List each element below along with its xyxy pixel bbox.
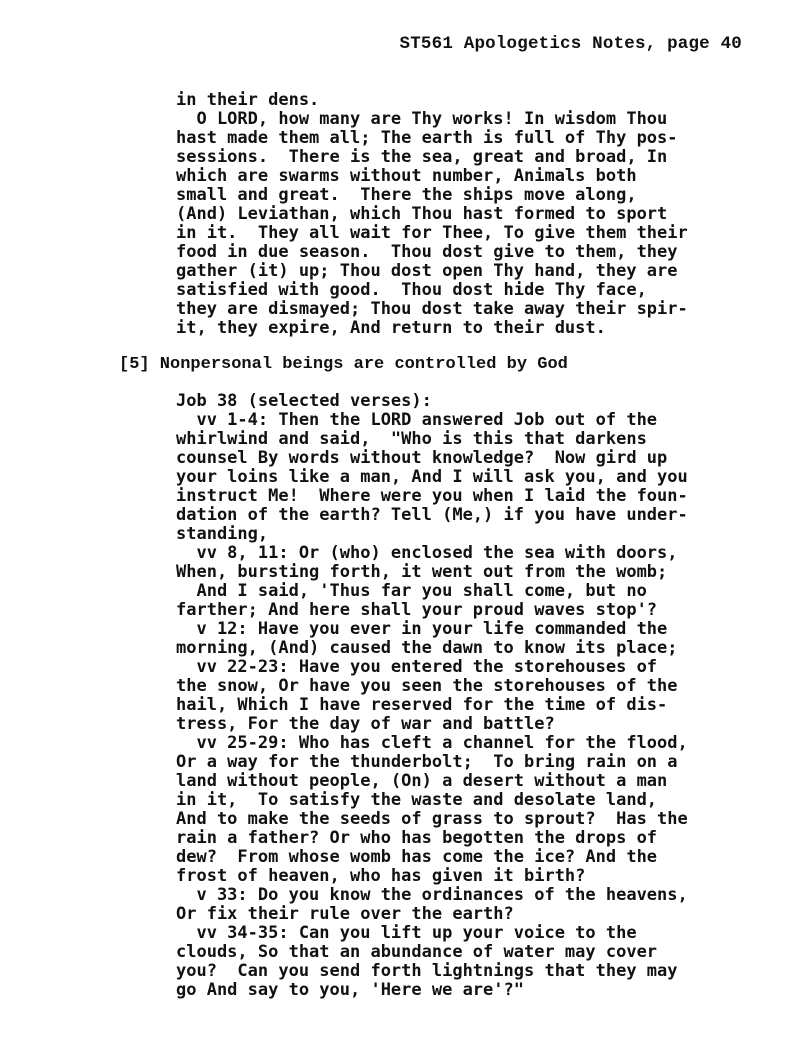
text-line: whirlwind and said, "Who is this that darkens bbox=[176, 429, 647, 449]
text-line: hast made them all; The earth is full of Thy pos- bbox=[176, 128, 678, 148]
text-line: dew? From whose womb has come the ice? And the bbox=[176, 847, 658, 867]
text-line: in it, To satisfy the waste and desolate land, bbox=[176, 790, 658, 810]
text-line: When, bursting forth, it went out from the womb; bbox=[176, 562, 668, 582]
text-line: vv 25-29: Who has cleft a channel for the flood, bbox=[176, 733, 688, 753]
page-header: ST561 Apologetics Notes, page 40 bbox=[399, 34, 742, 54]
text-line: the snow, Or have you seen the storehouses of the bbox=[176, 676, 678, 696]
text-line: And I said, 'Thus far you shall come, but no bbox=[176, 581, 647, 601]
text-line: frost of heaven, who has given it birth? bbox=[176, 866, 586, 886]
text-line: counsel By words without knowledge? Now gird up bbox=[176, 448, 668, 468]
psalm-continuation-block bbox=[176, 91, 688, 338]
text-line: sessions. There is the sea, great and broad, In bbox=[176, 147, 668, 167]
text-line: dation of the earth? Tell (Me,) if you have under- bbox=[176, 505, 688, 525]
text-line: Or a way for the thunderbolt; To bring rain on a bbox=[176, 752, 678, 772]
section-heading: [5] Nonpersonal beings are controlled by God bbox=[119, 355, 568, 374]
text-line: rain a father? Or who has begotten the drops of bbox=[176, 828, 658, 848]
text-line: clouds, So that an abundance of water may cover bbox=[176, 942, 658, 962]
text-line: And to make the seeds of grass to sprout? Has the bbox=[176, 809, 688, 829]
job-passage-block bbox=[176, 392, 688, 1000]
text-line: your loins like a man, And I will ask you, and you bbox=[176, 467, 688, 487]
text-line: you? Can you send forth lightnings that they may bbox=[176, 961, 678, 981]
text-line: standing, bbox=[176, 524, 269, 544]
text-line: in it. They all wait for Thee, To give them their bbox=[176, 223, 688, 243]
text-line: vv 8, 11: Or (who) enclosed the sea with doors, bbox=[176, 543, 678, 563]
text-line: instruct Me! Where were you when I laid the foun- bbox=[176, 486, 688, 506]
text-line: O LORD, how many are Thy works! In wisdom Thou bbox=[176, 109, 668, 129]
text-line: gather (it) up; Thou dost open Thy hand, they are bbox=[176, 261, 678, 281]
text-line: tress, For the day of war and battle? bbox=[176, 714, 555, 734]
text-line: go And say to you, 'Here we are'?" bbox=[176, 980, 524, 1000]
text-line: (And) Leviathan, which Thou hast formed to sport bbox=[176, 204, 668, 224]
text-line: it, they expire, And return to their dust. bbox=[176, 318, 606, 338]
text-line: in their dens. bbox=[176, 90, 320, 110]
text-line: food in due season. Thou dost give to them, they bbox=[176, 242, 678, 262]
text-line: Job 38 (selected verses): bbox=[176, 391, 432, 411]
text-line: vv 22-23: Have you entered the storehouses of bbox=[176, 657, 658, 677]
text-line: Or fix their rule over the earth? bbox=[176, 904, 514, 924]
text-line: v 12: Have you ever in your life commanded the bbox=[176, 619, 668, 639]
text-line: farther; And here shall your proud waves stop'? bbox=[176, 600, 658, 620]
text-line: satisfied with good. Thou dost hide Thy face, bbox=[176, 280, 647, 300]
text-line: land without people, (On) a desert without a man bbox=[176, 771, 668, 791]
text-line: they are dismayed; Thou dost take away their spir- bbox=[176, 299, 688, 319]
text-line: vv 1-4: Then the LORD answered Job out of the bbox=[176, 410, 658, 430]
text-line: hail, Which I have reserved for the time of dis- bbox=[176, 695, 668, 715]
text-line: which are swarms without number, Animals both bbox=[176, 166, 637, 186]
text-line: small and great. There the ships move along, bbox=[176, 185, 637, 205]
text-line: v 33: Do you know the ordinances of the heavens, bbox=[176, 885, 688, 905]
text-line: vv 34-35: Can you lift up your voice to the bbox=[176, 923, 637, 943]
text-line: morning, (And) caused the dawn to know its place; bbox=[176, 638, 678, 658]
